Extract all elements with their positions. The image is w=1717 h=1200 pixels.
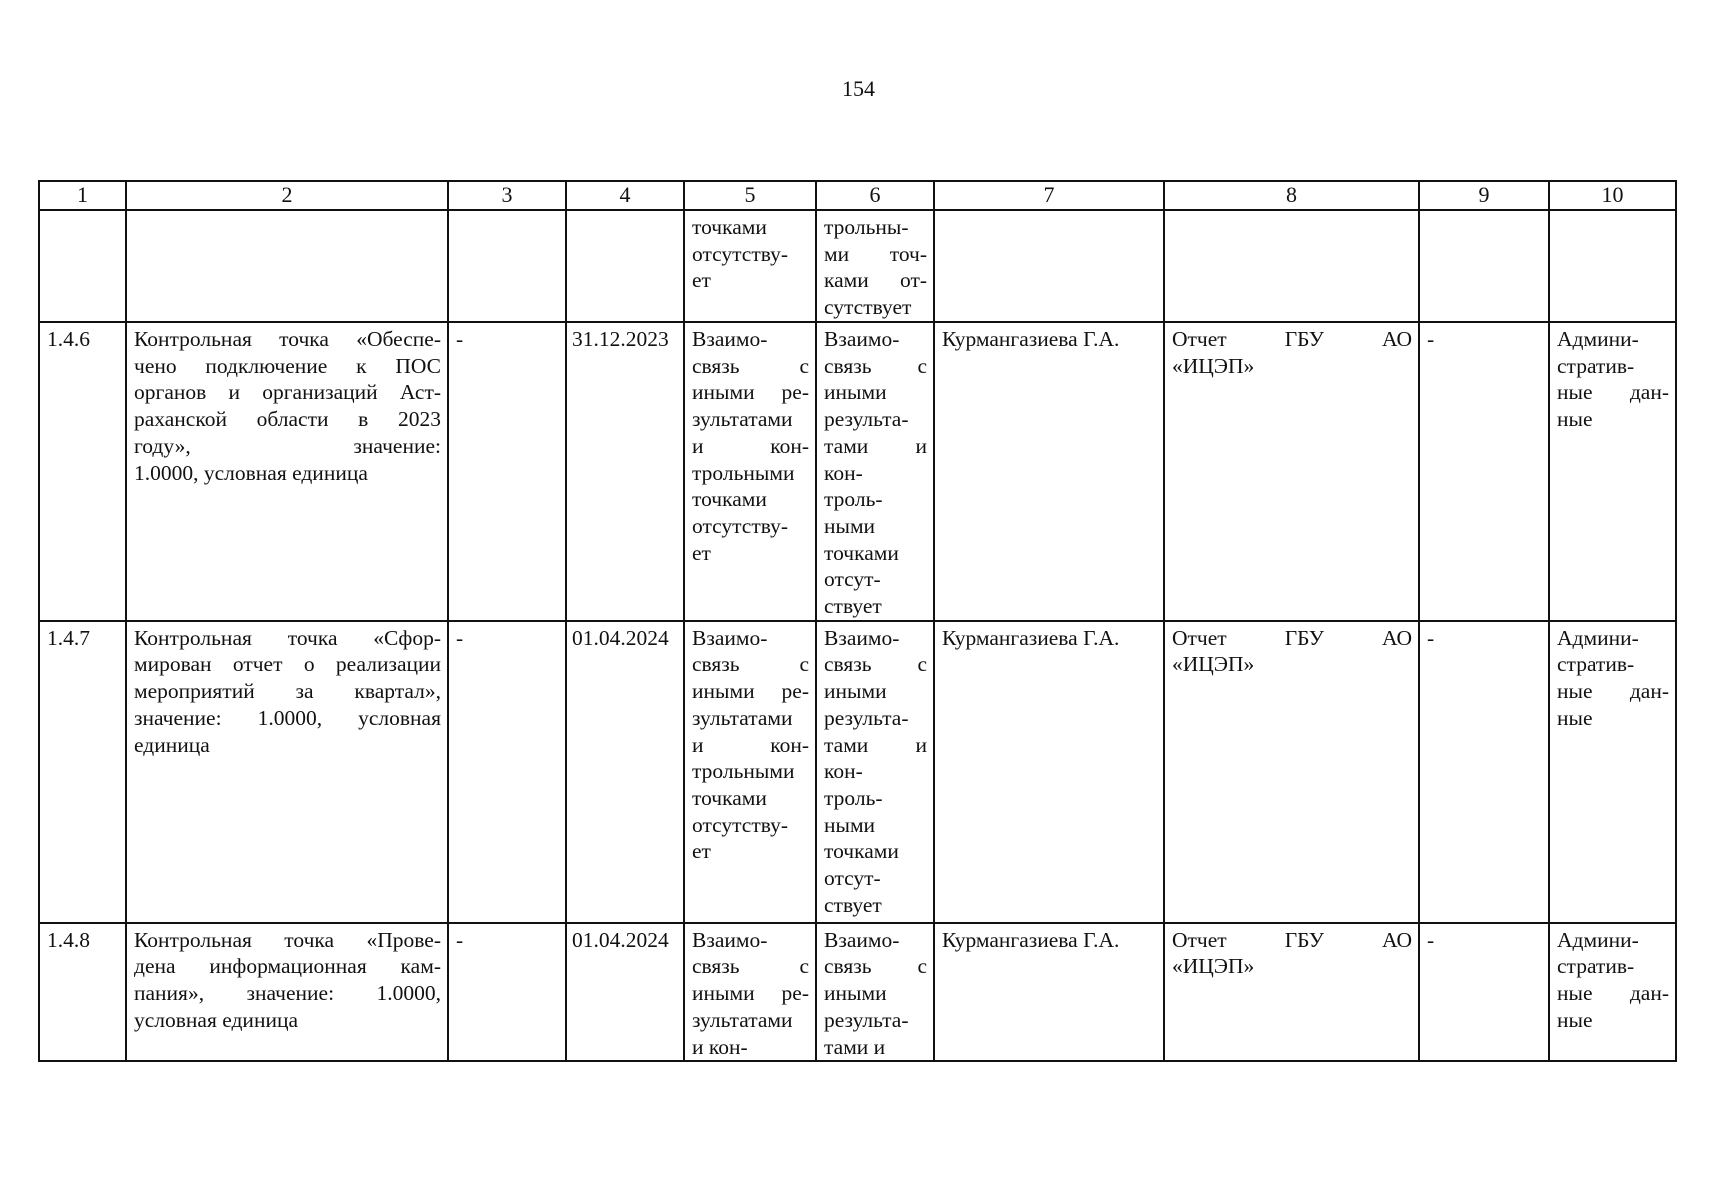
cell-line: Взаимо- [692, 927, 768, 952]
cell-line: раханской области в 2023 [134, 407, 441, 432]
cell-line: иными [824, 981, 887, 1006]
cell-line: троль- [824, 487, 883, 512]
cell-line: трольными [692, 460, 795, 485]
cell-line: связь с [824, 652, 927, 677]
cell-line: иными ре- [692, 380, 809, 405]
cell-line: связь с [692, 954, 809, 979]
table-cell-col-4: 01.04.2024 [566, 621, 684, 923]
cell-line: отсутству- [692, 241, 789, 266]
table-cell-col-7: Курмангазиева Г.А. [934, 621, 1164, 923]
cell-line: Отчет ГБУ АО [1172, 927, 1412, 952]
cell-line: стратив- [1557, 353, 1635, 378]
table-cell-col-10 [1549, 621, 1676, 923]
cell-line: Взаимо- [692, 625, 768, 650]
cell-line: ные [1557, 407, 1593, 432]
cell-line: трольны- [824, 215, 909, 239]
control-points-table [38, 180, 1677, 1062]
cell-line: Админи- [1557, 625, 1639, 650]
cell-line: и кон- [692, 433, 809, 458]
cell-line: точками [824, 540, 899, 565]
cell-line: Админи- [1557, 927, 1639, 952]
table-cell-col-6 [816, 322, 934, 621]
cell-line: Взаимо- [824, 625, 900, 650]
table-row [39, 322, 1676, 621]
cell-line: «ИЦЭП» [1172, 652, 1255, 677]
table-cell-col-2 [126, 621, 448, 923]
cell-line: значение: 1.0000, условная [134, 705, 441, 730]
cell-line: отсут- [824, 866, 881, 891]
cell-line: связь с [692, 652, 809, 677]
cell-line: стратив- [1557, 954, 1635, 979]
cell-line: кон- [824, 759, 863, 784]
column-header-5: 5 [684, 181, 816, 210]
table-cell-col-5 [684, 621, 816, 923]
cell-line: иными [824, 679, 887, 704]
cell-line: Взаимо- [824, 927, 900, 952]
cell-line: связь с [692, 353, 809, 378]
table-row [39, 923, 1676, 1062]
table-cell-col-2 [126, 923, 448, 1062]
table-cell-col-4: 31.12.2023 [566, 322, 684, 621]
cell-line: чено подключение к ПОС [134, 353, 441, 378]
cell-line: ствует [824, 892, 882, 917]
column-header-9: 9 [1419, 181, 1549, 210]
cell-line: Контрольная точка «Обеспе- [134, 327, 441, 351]
cell-line: зультатами [692, 407, 793, 432]
cell-line: кон- [824, 460, 863, 485]
cell-line: трольными [692, 759, 795, 784]
cell-line: результа- [824, 407, 909, 432]
cell-line: условная единица [134, 1007, 299, 1032]
table-cell-col-9: - [1419, 322, 1549, 621]
cell-line: «ИЦЭП» [1172, 954, 1255, 979]
table-cell-col-3 [448, 210, 566, 322]
cell-line: стратив- [1557, 652, 1635, 677]
table-cell-col-10 [1549, 322, 1676, 621]
cell-line: иными ре- [692, 981, 809, 1006]
cell-line: органов и организаций Аст- [134, 380, 441, 405]
cell-line: и кон- [692, 1034, 748, 1059]
table-cell-col-9: - [1419, 621, 1549, 923]
table-cell-col-5 [684, 923, 816, 1062]
table-cell-col-5 [684, 322, 816, 621]
cell-line: Контрольная точка «Прове- [134, 927, 441, 952]
cell-line: сутствует [824, 295, 912, 320]
table-cell-col-4: 01.04.2024 [566, 923, 684, 1062]
table-cell-col-8 [1164, 621, 1419, 923]
cell-line: точками [824, 839, 899, 864]
cell-line: ные дан- [1557, 981, 1669, 1006]
table-cell-col-8 [1164, 322, 1419, 621]
cell-line: ные [1557, 705, 1593, 730]
cell-line: троль- [824, 785, 883, 810]
cell-line: ками от- [824, 268, 927, 293]
table-header-row [39, 181, 1676, 210]
cell-line: ные дан- [1557, 679, 1669, 704]
page-number: 154 [842, 76, 875, 101]
cell-line: отсутству- [692, 812, 789, 837]
table-cell-col-9 [1419, 210, 1549, 322]
table-cell-col-1: 1.4.8 [39, 923, 126, 1062]
table-row [39, 210, 1676, 322]
table-cell-col-10 [1549, 923, 1676, 1062]
cell-line: зультатами [692, 1007, 793, 1032]
cell-line: отсутству- [692, 513, 789, 538]
table-cell-col-6 [816, 210, 934, 322]
cell-line: Взаимо- [692, 327, 768, 351]
cell-line: точками [692, 215, 767, 239]
cell-line: ет [692, 540, 711, 565]
cell-line: тами и [824, 433, 927, 458]
cell-line: 1.0000, условная единица [134, 460, 368, 485]
table-cell-col-6 [816, 923, 934, 1062]
cell-line: связь с [824, 954, 927, 979]
table-cell-col-5 [684, 210, 816, 322]
column-header-6: 6 [816, 181, 934, 210]
cell-line: «ИЦЭП» [1172, 353, 1255, 378]
column-header-3: 3 [448, 181, 566, 210]
table-cell-col-1: 1.4.7 [39, 621, 126, 923]
cell-line: тами и [824, 732, 927, 757]
table-cell-col-3: - [448, 621, 566, 923]
cell-line: отсут- [824, 567, 881, 592]
cell-line: году», значение: [134, 433, 441, 458]
cell-line: тами и [824, 1034, 886, 1059]
cell-line: зультатами [692, 705, 793, 730]
cell-line: ными [824, 812, 876, 837]
cell-line: ет [692, 268, 711, 293]
cell-line: ные дан- [1557, 380, 1669, 405]
table-cell-col-1: 1.4.6 [39, 322, 126, 621]
cell-line: мероприятий за квартал», [134, 679, 441, 704]
table-cell-col-8 [1164, 923, 1419, 1062]
cell-line: Админи- [1557, 327, 1639, 351]
cell-line: связь с [824, 353, 927, 378]
cell-line: результа- [824, 705, 909, 730]
cell-line: точками [692, 785, 767, 810]
cell-line: ные [1557, 1007, 1593, 1032]
cell-line: ствует [824, 594, 882, 619]
column-header-10: 10 [1549, 181, 1676, 210]
column-header-1: 1 [39, 181, 126, 210]
cell-line: Взаимо- [824, 327, 900, 351]
table-cell-col-8 [1164, 210, 1419, 322]
table-cell-col-2 [126, 322, 448, 621]
cell-line: результа- [824, 1007, 909, 1032]
cell-line: ными [824, 513, 876, 538]
cell-line: иными ре- [692, 679, 809, 704]
table-cell-col-7: Курмангазиева Г.А. [934, 923, 1164, 1062]
table-cell-col-7 [934, 210, 1164, 322]
cell-line: и кон- [692, 732, 809, 757]
table-cell-col-1 [39, 210, 126, 322]
table-row [39, 621, 1676, 923]
cell-line: дена информационная кам- [134, 954, 441, 979]
cell-line: точками [692, 487, 767, 512]
column-header-4: 4 [566, 181, 684, 210]
cell-line: мирован отчет о реализации [134, 652, 441, 677]
cell-line: иными [824, 380, 887, 405]
table-cell-col-6 [816, 621, 934, 923]
column-header-7: 7 [934, 181, 1164, 210]
table-cell-col-4 [566, 210, 684, 322]
cell-line: ми точ- [824, 241, 927, 266]
table-cell-col-3: - [448, 923, 566, 1062]
table-cell-col-10 [1549, 210, 1676, 322]
cell-line: Отчет ГБУ АО [1172, 327, 1412, 351]
table-cell-col-9: - [1419, 923, 1549, 1062]
cell-line: Отчет ГБУ АО [1172, 625, 1412, 650]
column-header-8: 8 [1164, 181, 1419, 210]
cell-line: ет [692, 839, 711, 864]
table-cell-col-3: - [448, 322, 566, 621]
table-cell-col-7: Курмангазиева Г.А. [934, 322, 1164, 621]
cell-line: Контрольная точка «Сфор- [134, 625, 441, 650]
column-header-2: 2 [126, 181, 448, 210]
cell-line: единица [134, 732, 210, 757]
cell-line: пания», значение: 1.0000, [134, 981, 441, 1006]
table-cell-col-2 [126, 210, 448, 322]
